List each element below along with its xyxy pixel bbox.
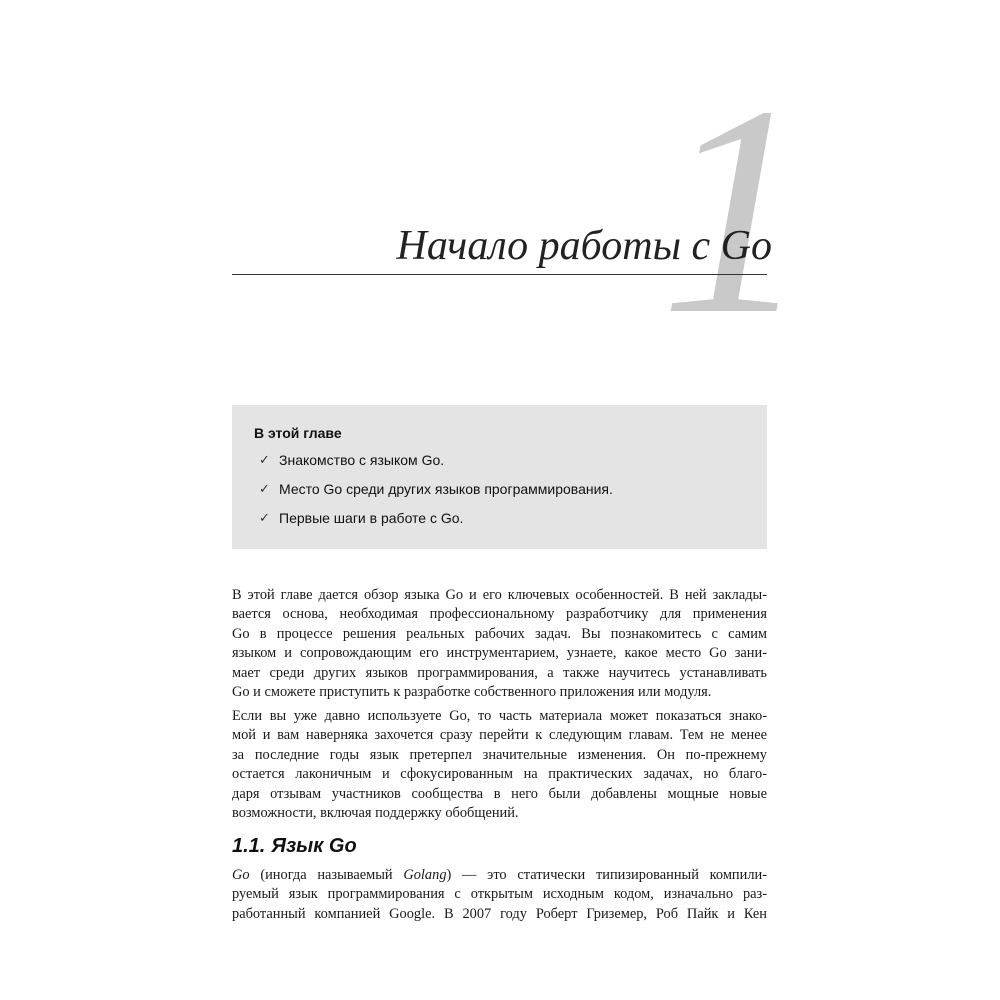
- text-line: вается основа, необходимая профессиональному разработчику для применения: [232, 606, 767, 623]
- text-line: В этой главе дается обзор языка Go и его ключевых особенностей. В ней заклады-: [232, 587, 767, 603]
- summary-item-label: Знакомство с языком Go.: [279, 452, 445, 468]
- text-line: остается лаконичным и сфокусированным на практических задачах, но благо-: [232, 766, 767, 783]
- chapter-title: Начало работы с Go: [396, 223, 772, 269]
- summary-item: [254, 451, 745, 469]
- text-line: мает среди других языков программирования, а также научитесь устанавливать: [232, 664, 767, 681]
- intro-paragraph-1: [232, 586, 767, 702]
- text-line: даря отзывам участников сообщества в него были добавлены мощные новые: [232, 785, 767, 802]
- text-line: за последние годы язык претерпел значительные изменения. Он по-прежнему: [232, 746, 767, 763]
- text-line: работанный компанией Google. В 2007 году Роберт Гриземер, Роб Пайк и Кен: [232, 905, 767, 922]
- intro-paragraph-2: [232, 707, 767, 823]
- chapter-summary-box: [232, 405, 767, 549]
- text-line: руемый язык программирования с открытым исходным кодом, изначально раз-: [232, 886, 767, 903]
- golang-term: Golang: [403, 867, 447, 883]
- text-line: Go и сможете приступить к разработке собственного приложения или модуля.: [232, 684, 712, 701]
- summary-heading: В этой главе: [254, 425, 342, 441]
- summary-item: [254, 509, 745, 527]
- section-paragraph: [232, 866, 767, 924]
- summary-item-label: Место Go среди других языков программирования.: [279, 481, 613, 497]
- summary-item-label: Первые шаги в работе с Go.: [279, 510, 464, 526]
- title-divider: [232, 274, 767, 275]
- checkmark-icon: ✓: [259, 510, 270, 525]
- text-line: возможности, включая поддержку обобщений.: [232, 805, 519, 822]
- text-fragment: ) — это статически типизированный компили-: [446, 867, 767, 883]
- summary-item: [254, 480, 745, 498]
- section-heading: [232, 834, 357, 858]
- text-line: мой и вам наверняка захочется сразу перейти к следующим главам. Тем не менее: [232, 727, 767, 744]
- chapter-number: 1: [660, 44, 810, 376]
- text-fragment: (иногда называемый: [249, 867, 404, 883]
- go-term: Go: [232, 867, 250, 883]
- text-line: Go в процессе решения реальных рабочих задач. Вы познакомитесь с самим: [232, 625, 767, 642]
- section-number: 1.1.: [232, 835, 266, 857]
- text-line: языком и сопровождающим его инструментарием, узнаете, какое место Go зани-: [232, 645, 767, 662]
- checkmark-icon: ✓: [259, 452, 270, 467]
- text-line: [232, 866, 767, 885]
- section-title: Язык Go: [271, 835, 357, 857]
- text-line: Если вы уже давно используете Go, то часть материала может показаться знако-: [232, 708, 767, 724]
- checkmark-icon: ✓: [259, 481, 270, 496]
